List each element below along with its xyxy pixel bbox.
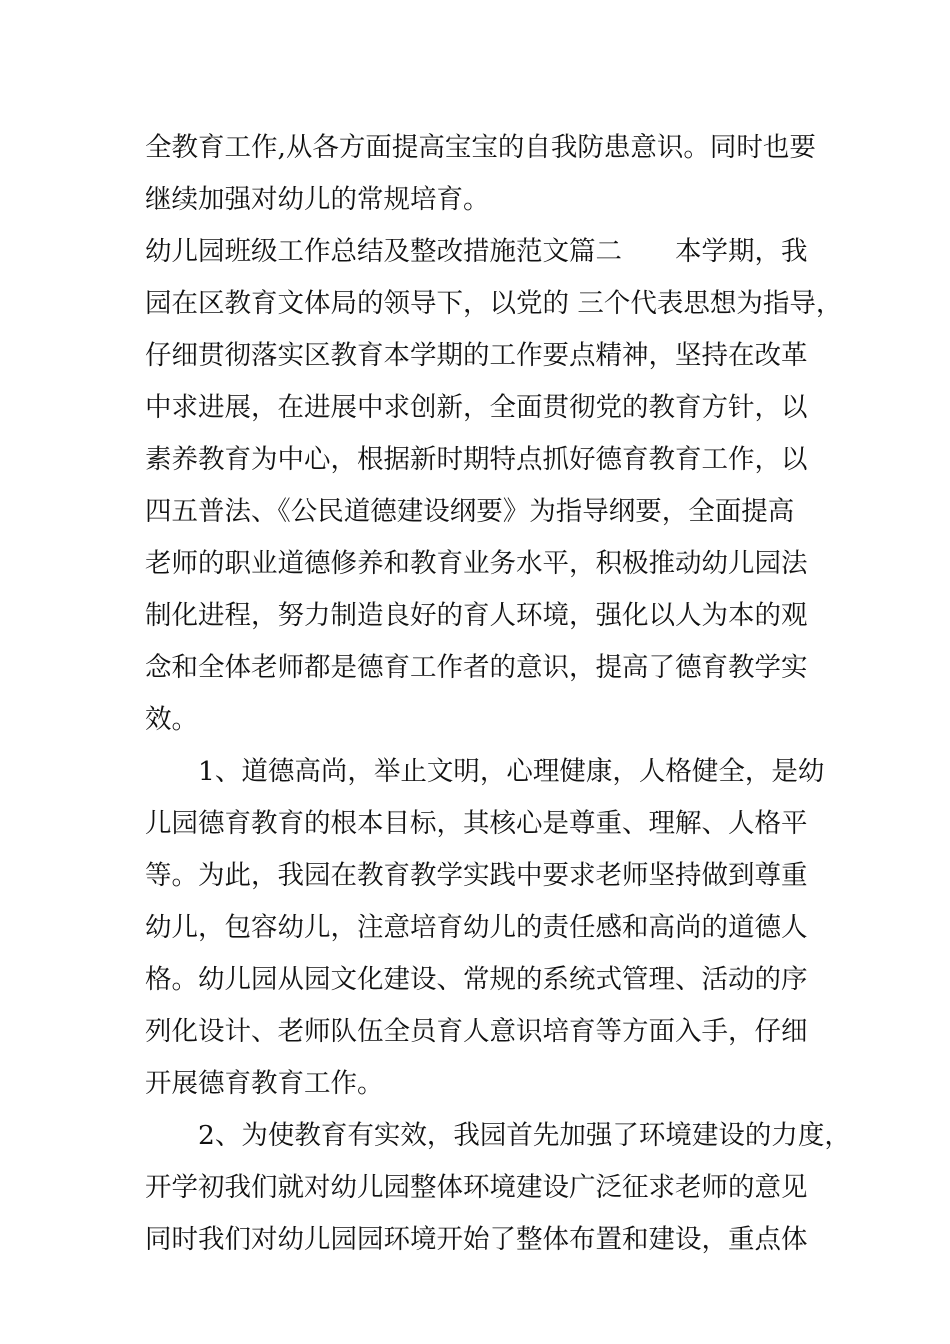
text-line: 老师的职业道德修养和教育业务水平，积极推动幼儿园法 [145, 548, 808, 579]
text-line: 1、道德高尚，举止文明，心理健康，人格健全，是幼 [145, 756, 825, 787]
text-line: 2、为使教育有实效，我园首先加强了环境建设的力度， [145, 1120, 851, 1151]
text-line: 素养教育为中心，根据新时期特点抓好德育教育工作，以 [145, 444, 808, 475]
text-line: 开学初我们就对幼儿园整体环境建设广泛征求老师的意见 [145, 1172, 808, 1203]
text-line: 幼儿园班级工作总结及整改措施范文篇二 本学期，我 [145, 236, 808, 267]
text-line: 同时我们对幼儿园园环境开始了整体布置和建设，重点体 [145, 1224, 808, 1255]
text-line: 等。为此，我园在教育教学实践中要求老师坚持做到尊重 [145, 860, 808, 891]
text-line: 效。 [145, 704, 198, 735]
text-line: 列化设计、老师队伍全员育人意识培育等方面入手，仔细 [145, 1016, 808, 1047]
text-line: 全教育工作,从各方面提高宝宝的自我防患意识。同时也要 [145, 132, 816, 163]
text-line: 幼儿，包容幼儿，注意培育幼儿的责任感和高尚的道德人 [145, 912, 808, 943]
text-line: 中求进展，在进展中求创新，全面贯彻党的教育方针，以 [145, 392, 808, 423]
text-line: 格。幼儿园从园文化建设、常规的系统式管理、活动的序 [145, 964, 808, 995]
text-line: 四五普法、《公民道德建设纲要》为指导纲要，全面提高 [145, 496, 795, 527]
text-line: 继续加强对幼儿的常规培育。 [145, 184, 490, 215]
text-line: 开展德育教育工作。 [145, 1068, 384, 1099]
text-line: 儿园德育教育的根本目标，其核心是尊重、理解、人格平 [145, 808, 808, 839]
text-line: 念和全体老师都是德育工作者的意识，提高了德育教学实 [145, 652, 808, 683]
text-line: 制化进程，努力制造良好的育人环境，强化以人为本的观 [145, 600, 808, 631]
text-line: 仔细贯彻落实区教育本学期的工作要点精神，坚持在改革 [145, 340, 808, 371]
text-line: 园在区教育文体局的领导下，以党的 三个代表思想为指导， [145, 288, 843, 319]
